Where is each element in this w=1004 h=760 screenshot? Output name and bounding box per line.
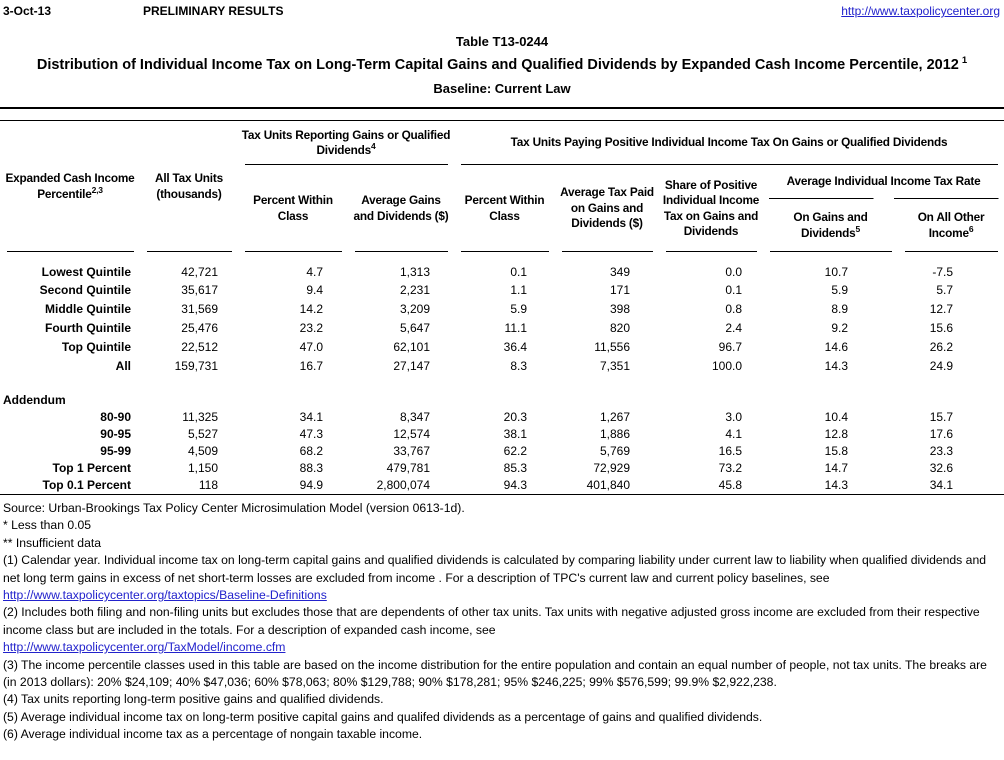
footnote-line: (6) Average individual income tax as a percentage of nongain taxable income. — [3, 727, 423, 742]
data-cell: 15.7 — [929, 410, 954, 424]
table-row — [0, 319, 1004, 338]
data-cell: 159,731 — [174, 359, 218, 373]
row-label: Top Quintile — [61, 340, 131, 354]
data-cell: 5.9 — [831, 283, 849, 297]
column-header-on-gains-and-dividends — [763, 199, 898, 252]
data-cell: 3,209 — [399, 302, 431, 316]
data-cell: 10.4 — [824, 410, 849, 424]
data-cell: 12,574 — [393, 427, 431, 441]
group-header-paying-positive-tax: Tax Units Paying Positive Individual Income Tax On Gains or Qualified Dividends — [454, 121, 1004, 165]
report-date: 3-Oct-13 — [3, 4, 52, 18]
title-block — [0, 34, 1004, 96]
row-label: All — [115, 359, 131, 373]
data-cell: 16.7 — [299, 359, 323, 373]
footnote-line: (1) Calendar year. Individual income tax on long-term capital gains and qualified dividends is calculated by comparing liability under current law to liability when qualified dividends and net long term gains in excess of net short-term losses are excluded from income . For a description of TPC's current law and current policy baselines, see — [3, 553, 986, 585]
data-cell: 1,150 — [187, 461, 218, 475]
footnote-link[interactable]: http://www.taxpolicycenter.org/taxtopics/Baseline-Definitions — [3, 588, 327, 603]
data-cell: 36.4 — [503, 340, 528, 354]
column-header-percent-within-class-reporting: Percent Within Class — [238, 165, 348, 252]
group-header-reporting-gains — [238, 121, 454, 165]
data-cell: 4,509 — [187, 444, 218, 458]
data-cell: 7,351 — [599, 359, 631, 373]
data-cell: 398 — [609, 302, 631, 316]
data-cell: 5,769 — [599, 444, 631, 458]
data-cell: 14.6 — [824, 340, 849, 354]
data-cell: 5.7 — [936, 283, 954, 297]
data-cell: 23.2 — [299, 321, 323, 335]
data-cell: 20.3 — [503, 410, 528, 424]
table-row — [0, 426, 1004, 443]
row-label: Top 0.1 Percent — [42, 478, 131, 492]
data-cell: 85.3 — [503, 461, 528, 475]
data-cell: 15.6 — [929, 321, 954, 335]
table-row — [0, 409, 1004, 426]
addendum-label: Addendum — [3, 393, 66, 407]
data-cell: 15.8 — [824, 444, 849, 458]
data-cell: 73.2 — [718, 461, 743, 475]
data-cell: 32.6 — [929, 461, 954, 475]
footnote-line: (3) The income percentile classes used in this table are based on the income distribution for the entire population and contain an equal number of people, not tax units. The breaks are (in 2013 dollars): 20% $24,109; 40% $47,036; 60% $78,063; 80% $129,788; 90% $178,281; 95% $246,225; 99% $576,599; 99.9% $2,922,238. — [3, 657, 987, 690]
table-row — [0, 252, 1004, 281]
data-cell: 5.9 — [510, 302, 528, 316]
row-label: 80-90 — [100, 410, 131, 424]
on-gains-footnote-marker: 5 — [855, 223, 861, 234]
row-label: Lowest Quintile — [41, 265, 131, 279]
data-cell: 5,527 — [187, 427, 218, 441]
column-header-expanded-cash-income-percentile — [0, 121, 140, 252]
column-header-average-gains-dividends: Average Gains and Dividends ($) — [348, 165, 454, 252]
data-cell: 11.1 — [504, 321, 528, 335]
taxpolicycenter-link[interactable]: http://www.taxpolicycenter.org — [841, 4, 1000, 18]
page-top-bar — [0, 0, 1004, 18]
data-cell: 9.4 — [306, 283, 323, 297]
data-cell: 16.5 — [718, 444, 743, 458]
footnote-line: (4) Tax units reporting long-term positive gains and qualified dividends. — [3, 692, 384, 707]
table-row — [0, 460, 1004, 477]
data-cell: 349 — [609, 265, 631, 279]
table-top-rule — [0, 107, 1004, 121]
data-cell: 34.1 — [299, 410, 323, 424]
data-cell: 11,556 — [594, 340, 631, 354]
footnote-line: Source: Urban-Brookings Tax Policy Center Microsimulation Model (version 0613-1d). — [3, 501, 465, 515]
data-cell: 94.3 — [503, 478, 528, 492]
data-cell: 1,886 — [599, 427, 631, 441]
data-cell: 0.1 — [510, 265, 528, 279]
data-cell: 100.0 — [711, 359, 743, 373]
column-header-all-tax-units: All Tax Units (thousands) — [140, 121, 238, 252]
data-cell: 88.3 — [299, 461, 323, 475]
table-row — [0, 300, 1004, 319]
quintile-rows — [0, 252, 1004, 376]
data-cell: 3.0 — [725, 410, 743, 424]
data-cell: 4.1 — [725, 427, 743, 441]
data-cell: 2,231 — [399, 283, 431, 297]
footnote-link[interactable]: http://www.taxpolicycenter.org/TaxModel/income.cfm — [3, 640, 286, 655]
title-footnote-marker: 1 — [961, 55, 968, 67]
preliminary-results-label: PRELIMINARY RESULTS — [143, 4, 284, 18]
data-cell: 31,569 — [181, 302, 218, 316]
table-number: Table T13-0244 — [455, 34, 549, 49]
data-cell: 1,313 — [399, 265, 431, 279]
data-cell: 8.9 — [831, 302, 849, 316]
data-cell: 35,617 — [181, 283, 218, 297]
data-cell: 17.6 — [929, 427, 954, 441]
column-header-percent-within-class-paying: Percent Within Class — [454, 165, 555, 252]
row-label: Middle Quintile — [45, 302, 131, 316]
data-cell: 47.0 — [299, 340, 323, 354]
addendum-section — [0, 376, 1004, 409]
data-cell: 38.1 — [503, 427, 528, 441]
data-cell: 1,267 — [599, 410, 631, 424]
data-cell: 68.2 — [299, 444, 323, 458]
row-label: 95-99 — [100, 444, 131, 458]
addendum-label-row — [0, 392, 1004, 409]
data-cell: 401,840 — [586, 478, 631, 492]
data-cell: 62.2 — [503, 444, 528, 458]
subgroup-header-average-tax-rate: Average Individual Income Tax Rate — [763, 165, 1004, 199]
page-title — [0, 57, 1004, 73]
row-label: Top 1 Percent — [52, 461, 131, 475]
data-cell: 26.2 — [929, 340, 954, 354]
baseline-subtitle: Baseline: Current Law — [433, 81, 571, 96]
table-row — [0, 281, 1004, 300]
footnote-line: ** Insufficient data — [3, 535, 102, 550]
data-cell: 10.7 — [824, 265, 849, 279]
data-cell: 479,781 — [386, 461, 431, 475]
spacer-row — [0, 376, 1004, 392]
data-cell: 8.3 — [510, 359, 528, 373]
data-cell: 72,929 — [593, 461, 631, 475]
data-cell: 14.3 — [824, 359, 849, 373]
stub-header-text: Expanded Cash Income Percentile — [5, 171, 135, 201]
column-header-average-tax-paid: Average Tax Paid on Gains and Dividends ($) — [555, 165, 659, 252]
on-gains-header-text: On Gains and Dividends — [793, 210, 868, 240]
data-cell: 11,325 — [182, 410, 218, 424]
data-cell: 14.3 — [824, 478, 849, 492]
row-label: Second Quintile — [39, 283, 131, 297]
data-cell: 25,476 — [181, 321, 218, 335]
data-cell: 4.7 — [306, 265, 323, 279]
stub-header-footnote-marker: 2,3 — [91, 184, 103, 195]
data-cell: -7.5 — [932, 265, 954, 279]
footnotes — [0, 495, 1004, 744]
addendum-rows — [0, 409, 1004, 495]
column-header-on-all-other-income — [898, 199, 1004, 252]
data-cell: 2.4 — [725, 321, 743, 335]
data-cell: 96.7 — [718, 340, 743, 354]
data-cell: 2,800,074 — [376, 478, 431, 492]
data-cell: 0.0 — [725, 265, 743, 279]
data-cell: 820 — [609, 321, 631, 335]
data-table — [0, 121, 1004, 495]
data-cell: 171 — [609, 283, 631, 297]
data-cell: 118 — [198, 478, 218, 492]
table-row — [0, 357, 1004, 376]
data-cell: 24.9 — [929, 359, 954, 373]
data-cell: 22,512 — [181, 340, 218, 354]
table-row — [0, 477, 1004, 495]
data-cell: 0.8 — [725, 302, 743, 316]
data-cell: 8,347 — [399, 410, 431, 424]
on-other-footnote-marker: 6 — [968, 223, 974, 234]
data-cell: 27,147 — [393, 359, 431, 373]
footnote-line: * Less than 0.05 — [3, 518, 92, 533]
data-cell: 94.9 — [299, 478, 323, 492]
on-other-header-text: On All Other Income — [917, 210, 985, 240]
data-cell: 5,647 — [399, 321, 431, 335]
data-cell: 33,767 — [393, 444, 431, 458]
group1-label: Tax Units Reporting Gains or Qualified Dividends — [241, 127, 451, 157]
data-cell: 47.3 — [299, 427, 323, 441]
data-cell: 12.8 — [824, 427, 849, 441]
data-cell: 45.8 — [718, 478, 743, 492]
footnote-line: (5) Average individual income tax on long-term positive capital gains and qualifed dividends as a percentage of gains and qualified dividends. — [3, 709, 763, 724]
data-cell: 62,101 — [393, 340, 431, 354]
data-cell: 12.7 — [929, 302, 954, 316]
data-cell: 14.2 — [299, 302, 323, 316]
table-row — [0, 443, 1004, 460]
row-label: Fourth Quintile — [45, 321, 131, 335]
data-cell: 9.2 — [831, 321, 849, 335]
group1-footnote-marker: 4 — [371, 141, 376, 152]
table-row — [0, 338, 1004, 357]
data-cell: 0.1 — [725, 283, 743, 297]
data-cell: 34.1 — [929, 478, 954, 492]
data-cell: 1.1 — [510, 283, 528, 297]
data-cell: 23.3 — [929, 444, 954, 458]
data-cell: 42,721 — [181, 265, 218, 279]
row-label: 90-95 — [100, 427, 131, 441]
page-title-text: Distribution of Individual Income Tax on Long-Term Capital Gains and Qualified Dividends by Expanded Cash Income Percentile, 2012 — [36, 57, 959, 73]
data-cell: 14.7 — [824, 461, 849, 475]
footnote-line: (2) Includes both filing and non-filing units but excludes those that are dependents of other tax units. Tax units with negative adjusted gross income are excluded from their respective income class but are included in the totals. For a description of expanded cash income, see — [3, 605, 980, 637]
column-header-share-positive-tax: Share of Positive Individual Income Tax on Gains and Dividends — [659, 165, 763, 252]
